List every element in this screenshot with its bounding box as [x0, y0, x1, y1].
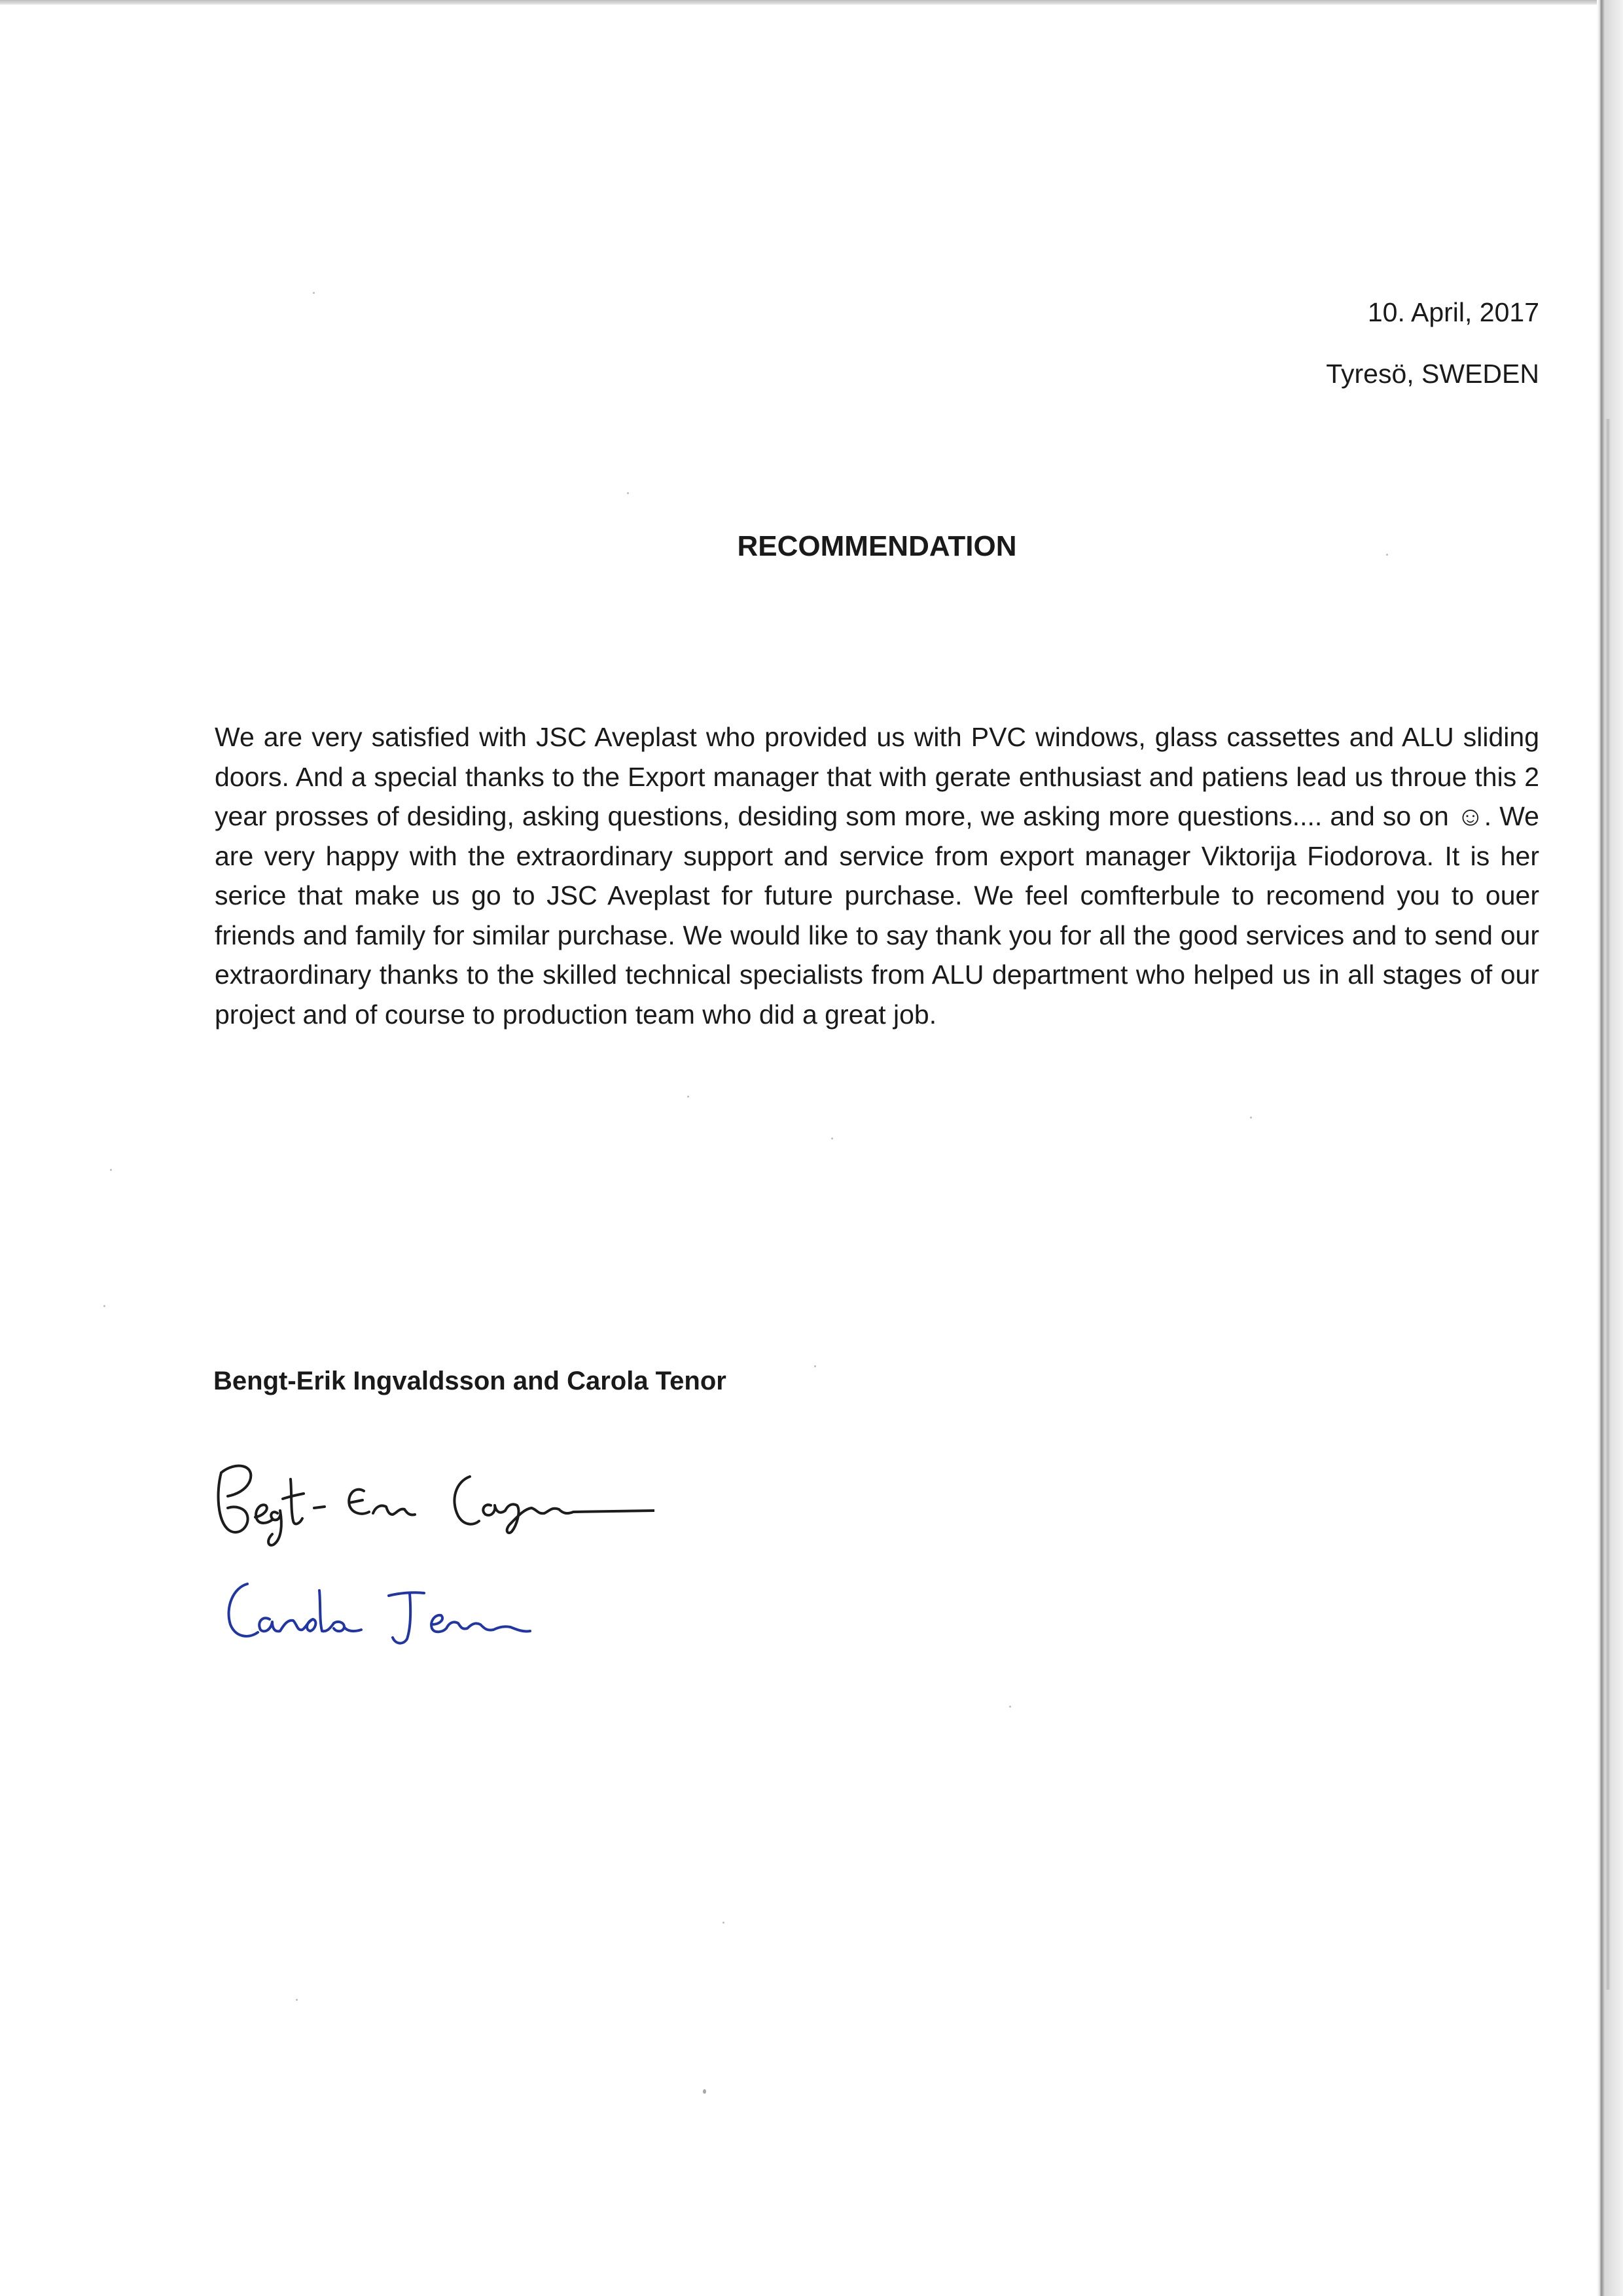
letter-date: 10. April, 2017	[1367, 297, 1539, 327]
handwritten-signature-carola	[216, 1564, 556, 1649]
scan-speck	[1009, 1706, 1011, 1708]
scan-speck	[110, 1169, 112, 1171]
signature-1-stroke-g	[268, 1511, 281, 1545]
letter-title: RECOMMENDATION	[737, 530, 1017, 562]
signature-1-stroke-erik	[349, 1490, 415, 1515]
scan-speck	[722, 1922, 724, 1924]
scan-speck	[296, 1999, 298, 2001]
letter-header	[1113, 281, 1539, 404]
scan-speck	[814, 1365, 816, 1367]
handwritten-signature-bengt-erik	[209, 1453, 654, 1551]
scan-speck	[627, 492, 629, 494]
signature-1-stroke-b	[219, 1466, 251, 1533]
scan-top-edge	[0, 0, 1623, 5]
scan-speck	[1386, 554, 1388, 556]
signature-2-stroke-arola	[259, 1590, 361, 1631]
signature-1-stroke-dash	[314, 1507, 325, 1508]
signature-2-stroke-enor	[431, 1615, 530, 1632]
scan-speck	[1250, 1117, 1252, 1119]
signature-2-stroke-c	[229, 1584, 258, 1636]
scan-speck	[313, 292, 315, 294]
letter-body: We are very satisfied with JSC Aveplast who provided us with PVC windows, glass cassettes and ALU sliding doors. And a special thanks to the Export manager that with gerate enthusiast and patiens lead us throue this 2 year prosses of desiding, asking questions, desiding som more, we asking more questions.... and so on ☺. We are very happy with the extraordinary support and service from export manager Viktorija Fiodorova. It is her serice that make us go to JSC Aveplast for future purchase. We feel comfterbule to recomend you to ouer friends and family for similar purchase. We would like to say thank you for all the good services and to send our extraordinary thanks to the skilled technical specialists from ALU department who helped us in all stages of our project and of course to production team who did a great job.	[215, 722, 1539, 1030]
scan-speck	[103, 1305, 105, 1307]
scan-speck	[703, 2089, 706, 2094]
letter-location: Tyresö, SWEDEN	[1326, 359, 1539, 389]
scan-speck	[687, 1096, 689, 1098]
signature-1-stroke-surname	[483, 1504, 654, 1533]
scan-right-mark	[1605, 419, 1611, 1990]
signature-1-stroke-c	[454, 1477, 479, 1524]
signatories-names: Bengt-Erik Ingvaldsson and Carola Tenor	[213, 1367, 726, 1395]
scan-speck	[831, 1138, 833, 1139]
signature-2-stroke-t	[389, 1592, 424, 1643]
signature-1-stroke-t	[283, 1479, 304, 1524]
signature-1-stroke-e	[255, 1505, 272, 1523]
